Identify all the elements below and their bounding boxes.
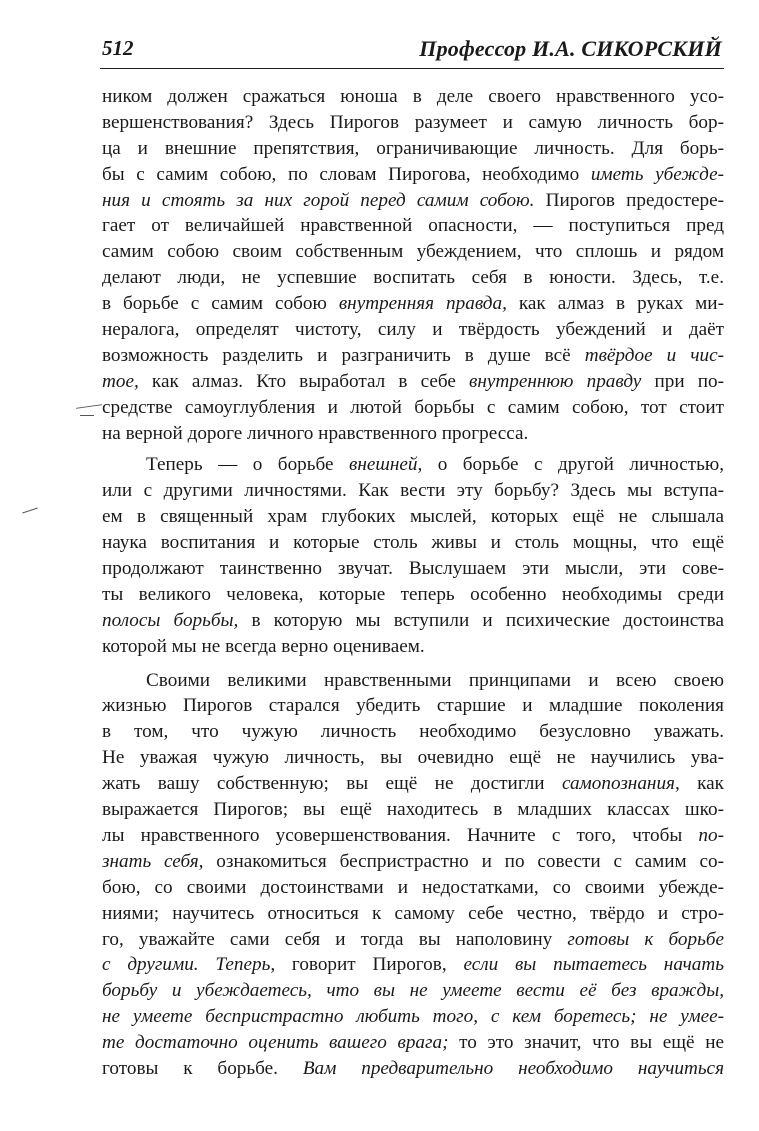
text-line — [102, 136, 724, 162]
italic-text: твёрдое и чис- — [584, 344, 724, 366]
text-line — [102, 556, 724, 582]
text-line — [102, 162, 724, 188]
text-run: ознакомиться беспристрастно и по совести с самим со- — [203, 850, 724, 872]
italic-text: тое, — [102, 370, 139, 392]
text-line — [102, 797, 724, 823]
text-line — [102, 421, 724, 447]
text-line — [102, 771, 724, 797]
text-line — [102, 927, 724, 953]
text-run: в борьбе с самим собою — [102, 293, 339, 315]
italic-text: если вы пытаетесь начать — [463, 954, 724, 976]
text-run: на верной дороге личного нравственного прогресса. — [102, 422, 529, 444]
text-line — [102, 478, 724, 504]
text-run: вершенствования? Здесь Пирогов разумеет и самую личность бор- — [102, 111, 724, 133]
text-run: то это значит, что вы ещё не — [448, 1032, 724, 1054]
page-header — [100, 36, 724, 69]
text-line — [102, 1004, 724, 1030]
italic-text: Вам предварительно необходимо научиться — [302, 1057, 724, 1079]
text-run: Своими великими нравственными принципами и всею своею — [146, 669, 724, 691]
italic-text: знать себя, — [102, 850, 204, 872]
text-run: в том, что чужую личность необходимо безусловно уважать. — [102, 721, 724, 743]
text-line — [102, 693, 724, 719]
text-line — [102, 745, 724, 771]
text-run: бою, со своими достоинствами и недостатками, со своими убежде- — [102, 876, 724, 898]
text-run: ником должен сражаться юноша в деле своего нравственного усо- — [102, 86, 724, 107]
italic-text: самопознания, — [561, 773, 680, 795]
text-run: при по- — [641, 370, 724, 392]
italic-text: борьбу и убеждаетесь, что вы не умеете вести её без вражды, — [102, 980, 724, 1002]
page-number: 512 — [102, 36, 134, 60]
text-line — [102, 84, 724, 110]
italic-text: по- — [698, 824, 724, 846]
text-run: как — [679, 773, 724, 795]
text-line — [102, 875, 724, 901]
margin-mark — [22, 508, 38, 514]
italic-text: внешней, — [349, 454, 423, 476]
text-run: го, уважайте сами себя и тогда вы наполовину — [102, 928, 568, 950]
text-run: Теперь — о борьбе — [146, 454, 349, 476]
margin-mark — [80, 415, 94, 416]
text-line — [102, 582, 724, 608]
text-line — [102, 265, 724, 291]
text-line — [102, 668, 724, 694]
text-run: жать вашу собственную; вы ещё не достигли — [102, 773, 562, 795]
body-text — [102, 84, 724, 1082]
italic-text: готовы к борьбе — [567, 928, 724, 950]
text-line — [102, 952, 724, 978]
text-run: нералога, определят чистоту, силу и твёрдость убеждений и даёт — [102, 319, 724, 341]
text-line — [102, 719, 724, 745]
text-line — [102, 849, 724, 875]
italic-text: внутреннюю правду — [469, 370, 642, 392]
text-run: наука воспитания и которые столь живы и столь мощны, что ещё — [102, 532, 724, 554]
text-line — [102, 978, 724, 1004]
text-run: жизнью Пирогов старался убедить старшие и младшие поколения — [102, 695, 724, 717]
text-run: ниями; научитесь относиться к самому себе честно, твёрдо и стро- — [102, 902, 724, 924]
text-run: ты великого человека, которые теперь особенно необходимы среди — [102, 583, 724, 605]
text-run: самим собою своим собственным убеждением, что сплошь и рядом — [102, 241, 724, 263]
text-line — [102, 213, 724, 239]
text-line — [102, 110, 724, 136]
text-run: лы нравственного усовершенствования. Начните с того, чтобы — [102, 824, 699, 846]
italic-text: иметь убежде- — [590, 163, 724, 185]
italic-text: внутренняя правда, — [338, 293, 507, 315]
text-run: Пирогов предостере- — [534, 189, 724, 211]
running-title: Профессор И.А. СИКОРСКИЙ — [419, 36, 722, 61]
text-run: которой мы не всегда верно оцениваем. — [102, 635, 425, 657]
text-line — [102, 634, 724, 660]
text-line — [102, 1056, 724, 1082]
text-run: как алмаз в руках ми- — [506, 293, 724, 315]
text-run: ца и внешние препятствия, ограничивающие личность. Для борь- — [102, 137, 724, 159]
text-line — [102, 823, 724, 849]
text-line — [102, 188, 724, 214]
text-run: Не уважая чужую личность, вы очевидно ещё не научились ува- — [102, 747, 724, 769]
text-line — [102, 530, 724, 556]
text-run: делают люди, не успевшие воспитать себя в юности. Здесь, т.е. — [102, 267, 724, 289]
text-run: или с другими личностями. Как вести эту борьбу? Здесь мы вступа- — [102, 480, 724, 502]
text-line — [102, 504, 724, 530]
text-line — [102, 1030, 724, 1056]
text-run: гает от величайшей нравственной опасности, — поступиться пред — [102, 215, 724, 237]
text-line — [102, 452, 724, 478]
text-run: ем в священный храм глубоких мыслей, которых ещё не слышала — [102, 506, 724, 528]
text-line — [102, 395, 724, 421]
text-line — [102, 343, 724, 369]
italic-text: полосы борьбы, — [102, 609, 239, 631]
text-run: средстве самоуглубления и лютой борьбы с самим собою, тот стоит — [102, 396, 724, 418]
italic-text: с другими. Теперь, — [102, 954, 276, 976]
italic-text: ния и стоять за них горой перед самим собою. — [102, 189, 535, 211]
text-line — [102, 291, 724, 317]
text-run: как алмаз. Кто выработал в себе — [138, 370, 470, 392]
text-run: о борьбе с другой личностью, — [422, 454, 724, 476]
italic-text: не умеете беспристрастно любить того, с кем боретесь; не умее- — [102, 1006, 724, 1028]
text-run: бы с самим собою, по словам Пирогова, необходимо — [102, 163, 591, 185]
text-run: в которую мы вступили и психические достоинства — [238, 609, 724, 631]
text-run: говорит Пирогов, — [275, 954, 464, 976]
text-run: продолжают таинственно звучат. Выслушаем эти мысли, эти сове- — [102, 558, 724, 580]
text-run: готовы к борьбе. — [102, 1057, 303, 1079]
text-line — [102, 369, 724, 395]
text-run: возможность разделить и разграничить в душе всё — [102, 344, 585, 366]
text-run: выражается Пирогов; вы ещё находитесь в младших классах шко- — [102, 799, 724, 821]
text-line — [102, 608, 724, 634]
text-line — [102, 239, 724, 265]
italic-text: те достаточно оценить вашего врага; — [102, 1032, 449, 1054]
text-line — [102, 317, 724, 343]
margin-mark — [76, 404, 102, 409]
text-line — [102, 901, 724, 927]
